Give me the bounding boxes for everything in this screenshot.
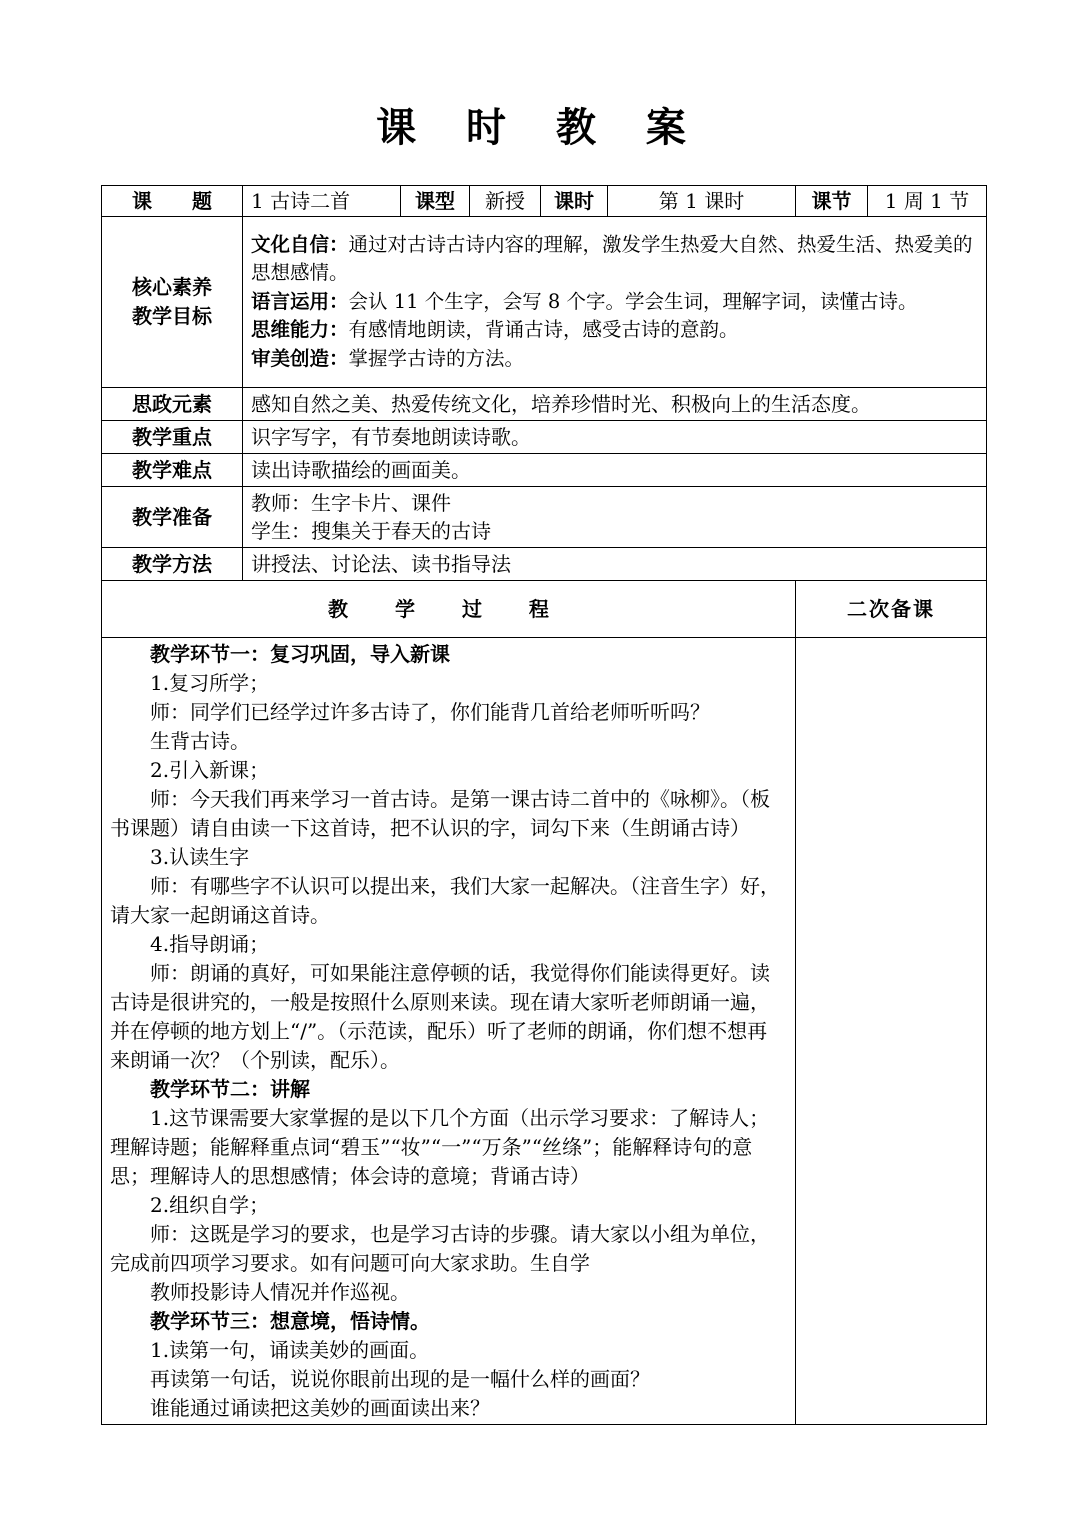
process-line: 师：朗诵的真好，可如果能注意停顿的话，我觉得你们能读得更好。读古诗是很讲究的，一般是按照什么原则来读。现在请大家听老师朗诵一遍，并在停顿的地方划上“/”。（示范读，配乐）听了老师的朗诵，你们想不想再来朗诵一次？（个别读，配乐）。 bbox=[110, 960, 770, 1072]
key-row bbox=[102, 421, 987, 454]
process-line: 1.读第一句，诵读美妙的画面。 bbox=[150, 1337, 430, 1362]
type-value: 新授 bbox=[470, 186, 541, 217]
difficulty-value: 读出诗歌描绘的画面美。 bbox=[243, 454, 987, 487]
ideology-value: 感知自然之美、热爱传统文化，培养珍惜时光、积极向上的生活态度。 bbox=[243, 388, 987, 421]
goals-row bbox=[102, 217, 987, 388]
prep-content bbox=[243, 487, 987, 548]
method-label: 教学方法 bbox=[102, 548, 243, 581]
goals-content bbox=[243, 217, 987, 388]
goals-label-line1: 核心素养 bbox=[132, 275, 212, 299]
process-line: 2.组织自学； bbox=[150, 1192, 270, 1217]
process-content bbox=[102, 638, 796, 1425]
process-line: 教学环节一：复习巩固，导入新课 bbox=[150, 641, 450, 666]
process-line: 再读第一句话，说说你眼前出现的是一幅什么样的画面？ bbox=[150, 1366, 650, 1391]
type-label: 课型 bbox=[401, 186, 470, 217]
prep-label: 教学准备 bbox=[102, 487, 243, 548]
ideology-label: 思政元素 bbox=[102, 388, 243, 421]
secondary-prep-heading: 二次备课 bbox=[796, 581, 987, 638]
page-title: 课 时 教 案 bbox=[376, 105, 704, 151]
process-line: 师：同学们已经学过许多古诗了，你们能背几首给老师听听吗？ bbox=[150, 699, 710, 724]
process-line: 教学环节二：讲解 bbox=[150, 1076, 310, 1101]
process-line: 师：今天我们再来学习一首古诗。是第一课古诗二首中的《咏柳》。（板书课题）请自由读一下这首诗，把不认识的字，词勾下来（生朗诵古诗） bbox=[110, 786, 770, 840]
ideology-row bbox=[102, 388, 987, 421]
process-line: 1.复习所学； bbox=[150, 670, 270, 695]
goal-item: 语言运用：会认 11 个生字，会写 8 个字。学会生词，理解字词，读懂古诗。 bbox=[251, 289, 918, 313]
section-label: 课节 bbox=[796, 186, 868, 217]
prep-teacher: 教师：生字卡片、课件 bbox=[251, 491, 451, 515]
difficulty-label: 教学难点 bbox=[102, 454, 243, 487]
process-body-row bbox=[102, 638, 987, 1425]
topic-value: 1 古诗二首 bbox=[243, 186, 401, 217]
process-line: 1.这节课需要大家掌握的是以下几个方面（出示学习要求：了解诗人；理解诗题；能解释重点词“碧玉”“妆”“一”“万条”“丝绦”；能解释诗句的意思；理解诗人的思想感情；体会诗的意境；背诵古诗） bbox=[110, 1105, 770, 1188]
hour-label: 课时 bbox=[541, 186, 608, 217]
process-heading: 教 学 过 程 bbox=[102, 581, 796, 638]
hour-value: 第 1 课时 bbox=[608, 186, 796, 217]
process-line: 2.引入新课； bbox=[150, 757, 270, 782]
method-value: 讲授法、讨论法、读书指导法 bbox=[243, 548, 987, 581]
goal-item: 审美创造：掌握学古诗的方法。 bbox=[251, 346, 525, 370]
process-header-row bbox=[102, 581, 987, 638]
goals-label-line2: 教学目标 bbox=[132, 304, 212, 328]
section-value: 1 周 1 节 bbox=[868, 186, 987, 217]
method-row bbox=[102, 548, 987, 581]
goals-label bbox=[102, 217, 243, 388]
prep-row bbox=[102, 487, 987, 548]
secondary-prep-cell bbox=[796, 638, 987, 1425]
goal-item: 文化自信：通过对古诗古诗内容的理解，激发学生热爱大自然、热爱生活、热爱美的思想感情。 bbox=[251, 232, 973, 285]
key-label: 教学重点 bbox=[102, 421, 243, 454]
difficulty-row bbox=[102, 454, 987, 487]
header-row bbox=[102, 186, 987, 217]
process-line: 师：这既是学习的要求，也是学习古诗的步骤。请大家以小组为单位，完成前四项学习要求。如有问题可向大家求助。生自学 bbox=[110, 1221, 770, 1275]
lesson-plan-table bbox=[101, 185, 987, 1425]
topic-label: 课 题 bbox=[102, 186, 243, 217]
process-line: 师：有哪些字不认识可以提出来，我们大家一起解决。（注音生字）好，请大家一起朗诵这首诗。 bbox=[110, 873, 780, 927]
process-line: 教学环节三：想意境，悟诗情。 bbox=[150, 1308, 430, 1333]
key-value: 识字写字，有节奏地朗读诗歌。 bbox=[243, 421, 987, 454]
process-line: 3.认读生字 bbox=[150, 844, 250, 869]
prep-student: 学生：搜集关于春天的古诗 bbox=[251, 519, 491, 543]
process-line: 教师投影诗人情况并作巡视。 bbox=[150, 1279, 410, 1304]
goal-item: 思维能力：有感情地朗读，背诵古诗，感受古诗的意韵。 bbox=[251, 318, 739, 342]
process-line: 4.指导朗诵； bbox=[150, 931, 270, 956]
process-line: 生背古诗。 bbox=[150, 728, 250, 753]
process-line: 谁能通过诵读把这美妙的画面读出来？ bbox=[150, 1395, 490, 1420]
